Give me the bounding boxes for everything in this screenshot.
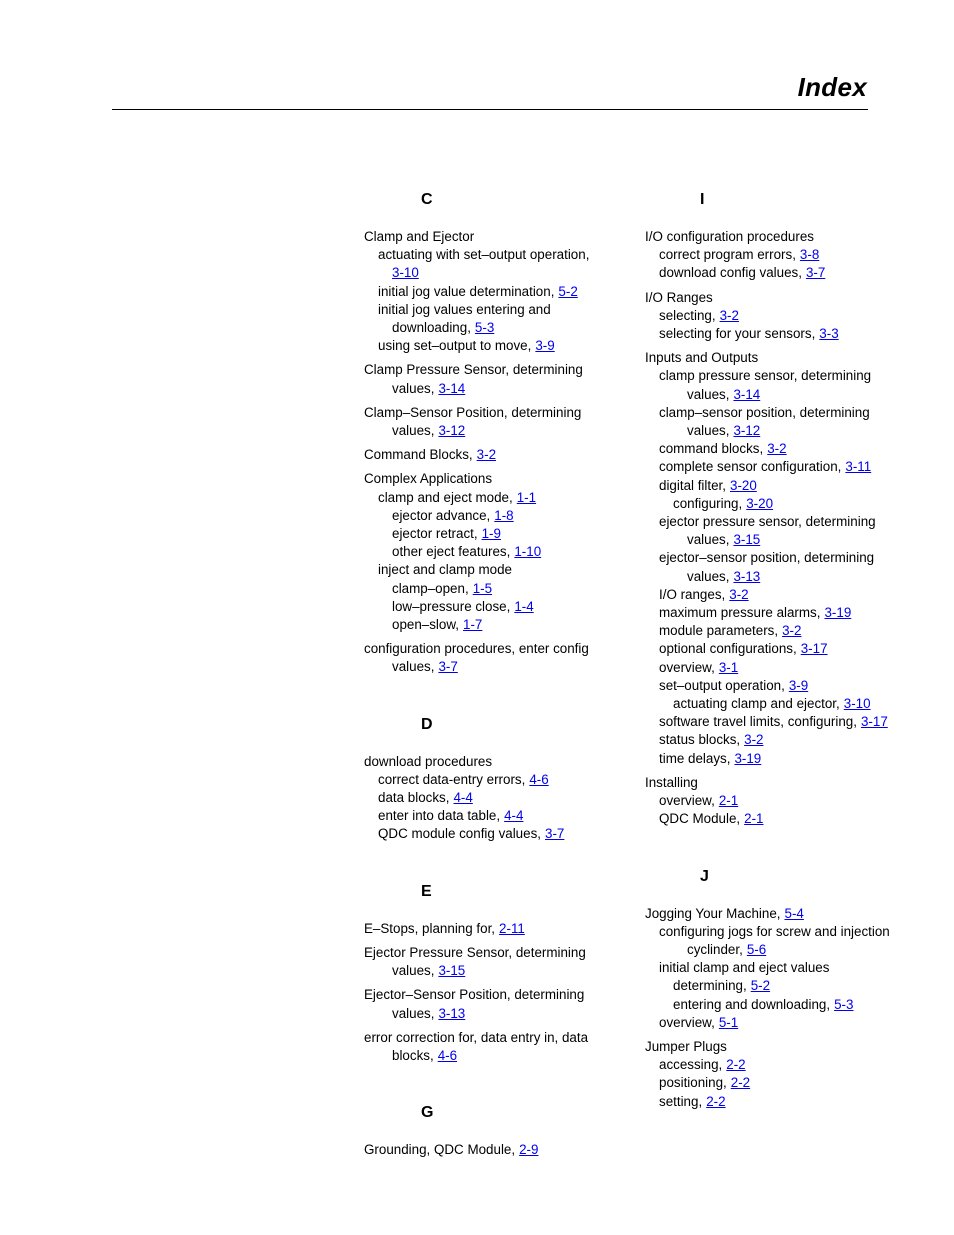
page-reference-link[interactable]: 3-7	[438, 659, 458, 675]
page-reference-link[interactable]: 2-1	[718, 793, 739, 809]
page-title: Index	[797, 72, 867, 102]
index-term: I/O configuration procedures	[645, 229, 814, 244]
index-term: optional configurations,	[659, 641, 797, 657]
index-line	[364, 446, 604, 464]
index-term: download config values,	[659, 265, 802, 281]
section-letter: D	[421, 715, 433, 733]
index-line	[645, 1014, 905, 1032]
index-term: I/O ranges,	[659, 586, 726, 602]
page-reference-link[interactable]: 1-8	[494, 507, 514, 523]
index-entry	[364, 446, 604, 464]
page-reference-link[interactable]: 1-1	[516, 489, 537, 505]
index-line	[364, 658, 604, 676]
index-term: downloading,	[392, 320, 471, 336]
index-term: values,	[392, 380, 435, 396]
index-line	[364, 920, 604, 938]
index-term: entering and downloading,	[673, 996, 831, 1012]
index-entry	[364, 944, 604, 980]
page-reference-link[interactable]: 2-2	[726, 1057, 746, 1073]
index-section	[364, 715, 604, 882]
index-line	[364, 337, 604, 355]
index-line	[645, 640, 905, 658]
index-entry	[645, 289, 905, 344]
index-term: cyclinder,	[687, 941, 743, 957]
index-term: correct data-entry errors,	[378, 771, 526, 787]
index-term: enter into data table,	[378, 808, 501, 824]
index-entry	[364, 986, 604, 1022]
index-column-left	[364, 190, 604, 1165]
index-term: ejector retract,	[392, 526, 478, 542]
index-term: values,	[687, 423, 730, 439]
index-entry	[645, 905, 905, 1032]
section-spacer	[645, 835, 905, 867]
page-reference-link[interactable]: 3-2	[476, 447, 497, 463]
index-line	[364, 228, 604, 246]
page-reference-link[interactable]: 3-9	[535, 338, 555, 354]
index-term: Installing	[645, 774, 698, 790]
index-section	[364, 190, 604, 715]
index-term: Command Blocks,	[364, 447, 473, 463]
index-line	[645, 792, 905, 810]
index-line	[645, 695, 905, 713]
page-reference-link[interactable]: 2-1	[744, 811, 764, 827]
index-term: overview,	[659, 659, 715, 675]
index-term: configuration procedures, enter config	[364, 641, 589, 657]
page-reference-link[interactable]: 1-7	[463, 617, 483, 633]
index-term: download procedures	[364, 753, 493, 769]
index-line	[645, 996, 905, 1014]
section-spacer	[364, 683, 604, 715]
index-term: clamp–sensor position, determining	[659, 404, 870, 420]
page-reference-link[interactable]: 1-9	[481, 526, 501, 542]
index-term: accessing,	[659, 1057, 723, 1073]
index-line	[645, 731, 905, 749]
index-line	[364, 543, 604, 561]
index-term: setting,	[659, 1093, 703, 1109]
section-letter: G	[421, 1104, 434, 1122]
page-reference-link[interactable]: 5-2	[750, 978, 771, 994]
page-reference-link[interactable]: 3-15	[438, 963, 466, 979]
index-term: maximum pressure alarms,	[659, 605, 821, 621]
index-line	[645, 513, 905, 531]
index-term: correct program errors,	[659, 247, 796, 263]
index-line	[364, 944, 604, 962]
index-term: blocks,	[392, 1047, 434, 1063]
index-term: Clamp and Ejector	[364, 229, 475, 244]
index-line	[364, 1141, 604, 1159]
index-term: I/O Ranges	[645, 289, 713, 305]
page-reference-link[interactable]: 5-2	[558, 283, 578, 299]
page-reference-link[interactable]: 3-11	[845, 459, 872, 475]
index-entry	[364, 920, 604, 938]
index-term: configuring jogs for screw and injection	[659, 923, 890, 939]
section-letter: I	[700, 191, 705, 208]
page-reference-link[interactable]: 2-2	[730, 1075, 751, 1091]
page-reference-link[interactable]: 5-3	[474, 320, 495, 336]
index-line	[645, 549, 905, 567]
page-reference-link[interactable]: 3-19	[734, 750, 762, 766]
index-term: command blocks,	[659, 441, 764, 457]
index-term: ejector advance,	[392, 507, 491, 523]
page-reference-link[interactable]: 3-2	[744, 732, 764, 748]
index-term: determining,	[673, 978, 747, 994]
index-term: selecting,	[659, 307, 716, 323]
index-term: values,	[687, 568, 730, 584]
index-term: Ejector–Sensor Position, determining	[364, 987, 585, 1003]
index-line	[364, 319, 604, 337]
page-reference-link[interactable]: 3-13	[733, 568, 761, 584]
index-line	[364, 1047, 604, 1065]
index-entry	[364, 404, 604, 440]
index-section	[364, 882, 604, 1103]
index-term: software travel limits, configuring,	[659, 714, 857, 730]
section-letter: E	[421, 882, 432, 900]
page-reference-link[interactable]: 3-8	[799, 247, 820, 263]
index-line	[364, 1029, 604, 1047]
page-reference-link[interactable]: 2-11	[499, 920, 525, 936]
index-line	[645, 1038, 905, 1056]
page-reference-link[interactable]: 3-15	[733, 532, 761, 548]
index-line	[645, 923, 905, 941]
page-reference-link[interactable]: 4-4	[453, 790, 473, 806]
index-term: overview,	[659, 793, 715, 809]
index-section	[645, 190, 905, 867]
page-reference-link[interactable]: 3-20	[746, 495, 774, 511]
index-line	[645, 477, 905, 495]
page-reference-link[interactable]: 1-10	[514, 544, 542, 560]
page-reference-link[interactable]: 4-6	[529, 771, 549, 787]
index-section	[364, 1103, 604, 1159]
page-reference-link[interactable]: 1-5	[472, 580, 493, 596]
index-term: Clamp–Sensor Position, determining	[364, 404, 582, 420]
index-line	[364, 598, 604, 616]
index-entry	[364, 470, 604, 634]
index-term: open–slow,	[392, 617, 460, 633]
index-line	[364, 489, 604, 507]
index-term: E–Stops, planning for,	[364, 920, 496, 936]
page-reference-link[interactable]: 3-2	[719, 307, 739, 323]
index-line	[645, 228, 905, 246]
index-term: low–pressure close,	[392, 598, 511, 614]
index-line	[645, 604, 905, 622]
index-line	[645, 1074, 905, 1092]
page-reference-link[interactable]: 5-1	[718, 1014, 739, 1030]
index-line	[364, 283, 604, 301]
index-line	[645, 977, 905, 995]
index-term: Complex Applications	[364, 471, 493, 487]
index-entry	[364, 753, 604, 844]
index-term: set–output operation,	[659, 677, 785, 693]
page-reference-link[interactable]: 3-9	[788, 677, 809, 693]
index-line	[364, 301, 604, 319]
index-term: Inputs and Outputs	[645, 350, 759, 366]
index-line	[645, 941, 905, 959]
index-entry	[364, 361, 604, 397]
index-line	[364, 246, 604, 264]
index-entry	[645, 1038, 905, 1111]
index-term: actuating with set–output operation,	[378, 247, 590, 263]
section-spacer	[364, 1071, 604, 1103]
index-line	[364, 580, 604, 598]
index-line	[645, 307, 905, 325]
index-line	[645, 713, 905, 731]
index-term: values,	[392, 423, 435, 439]
index-line	[364, 404, 604, 422]
index-line	[364, 1005, 604, 1023]
index-line	[645, 1093, 905, 1111]
index-line	[364, 640, 604, 658]
index-line	[364, 789, 604, 807]
index-term: Grounding, QDC Module,	[364, 1142, 516, 1158]
index-term: Clamp Pressure Sensor, determining	[364, 362, 583, 378]
index-term: clamp and eject mode,	[378, 489, 513, 505]
page-reference-link[interactable]: 3-20	[730, 477, 757, 493]
index-line	[364, 753, 604, 771]
page-reference-link[interactable]: 3-17	[860, 714, 888, 730]
page-reference-link[interactable]: 5-6	[746, 941, 767, 957]
page-reference-link[interactable]: 3-10	[392, 265, 419, 281]
index-term: values,	[392, 1005, 435, 1021]
index-line	[645, 458, 905, 476]
index-entry	[645, 774, 905, 829]
page-reference-link[interactable]: 3-13	[438, 1005, 466, 1021]
index-entry	[645, 349, 905, 768]
index-term: actuating clamp and ejector,	[673, 696, 840, 712]
page-reference-link[interactable]: 3-1	[718, 659, 739, 675]
page-reference-link[interactable]: 3-14	[733, 386, 761, 402]
index-line	[645, 531, 905, 549]
index-line	[645, 404, 905, 422]
index-line	[364, 470, 604, 488]
index-term: Jogging Your Machine,	[645, 905, 781, 921]
page-reference-link[interactable]: 3-2	[729, 586, 749, 602]
index-term: overview,	[659, 1014, 715, 1030]
index-line	[364, 422, 604, 440]
index-line	[364, 771, 604, 789]
page-reference-link[interactable]: 5-4	[784, 905, 804, 921]
index-line	[645, 495, 905, 513]
page-reference-link[interactable]: 3-19	[824, 605, 852, 621]
index-line	[645, 289, 905, 307]
page-reference-link[interactable]: 4-4	[504, 808, 524, 824]
index-term: Jumper Plugs	[645, 1038, 727, 1054]
index-line	[645, 659, 905, 677]
index-term: clamp pressure sensor, determining	[659, 368, 872, 384]
index-entry	[364, 1029, 604, 1065]
index-line	[364, 525, 604, 543]
page-reference-link[interactable]: 3-2	[782, 623, 802, 639]
index-line	[645, 422, 905, 440]
index-term: initial clamp and eject values	[659, 960, 830, 976]
index-line	[645, 774, 905, 792]
index-line	[364, 616, 604, 634]
page-reference-link[interactable]: 3-14	[438, 380, 466, 396]
index-line	[645, 810, 905, 828]
index-term: complete sensor configuration,	[659, 459, 842, 475]
index-term: data blocks,	[378, 790, 450, 806]
index-term: module parameters,	[659, 623, 779, 639]
index-term: values,	[687, 386, 730, 402]
index-term: digital filter,	[659, 477, 726, 493]
index-entry	[364, 640, 604, 676]
page-reference-link[interactable]: 3-17	[800, 641, 828, 657]
index-term: error correction for, data entry in, data	[364, 1029, 589, 1045]
index-line	[645, 905, 905, 923]
index-line	[645, 959, 905, 977]
header-rule	[112, 109, 868, 110]
index-term: status blocks,	[659, 732, 741, 748]
index-entry	[645, 228, 905, 283]
index-line	[645, 568, 905, 586]
index-term: inject and clamp mode	[378, 562, 512, 578]
index-line	[645, 264, 905, 282]
section-letter: C	[421, 191, 433, 208]
index-line	[364, 380, 604, 398]
page-reference-link[interactable]: 5-3	[834, 996, 854, 1012]
index-term: values,	[392, 963, 435, 979]
page-reference-link[interactable]: 2-2	[706, 1093, 726, 1109]
index-term: initial jog values entering and	[378, 301, 551, 317]
page-reference-link[interactable]: 3-3	[819, 326, 839, 342]
page-reference-link[interactable]: 3-12	[438, 423, 466, 439]
index-line	[364, 264, 604, 282]
index-term: values,	[392, 659, 435, 675]
index-entry	[364, 228, 604, 355]
index-line	[645, 1056, 905, 1074]
index-line	[645, 586, 905, 604]
index-term: initial jog value determination,	[378, 283, 555, 299]
index-line	[645, 386, 905, 404]
page-reference-link[interactable]: 1-4	[514, 598, 534, 614]
index-line	[645, 750, 905, 768]
index-line	[364, 561, 604, 579]
index-line	[364, 507, 604, 525]
index-section	[645, 867, 905, 1111]
index-term: QDC module config values,	[378, 826, 541, 842]
index-column-right	[645, 190, 905, 1117]
index-entry	[364, 1141, 604, 1159]
index-term: using set–output to move,	[378, 338, 532, 354]
index-line	[364, 825, 604, 843]
index-line	[364, 962, 604, 980]
page-reference-link[interactable]: 4-6	[437, 1047, 458, 1063]
index-line	[364, 361, 604, 379]
index-term: other eject features,	[392, 544, 511, 560]
index-term: clamp–open,	[392, 580, 469, 596]
section-letter: J	[700, 867, 709, 885]
index-line	[364, 986, 604, 1004]
index-line	[645, 440, 905, 458]
index-term: selecting for your sensors,	[659, 326, 816, 342]
index-term: values,	[687, 532, 730, 548]
index-line	[645, 246, 905, 264]
page-reference-link[interactable]: 3-7	[805, 265, 826, 281]
index-line	[645, 349, 905, 367]
index-line	[645, 367, 905, 385]
section-spacer	[364, 850, 604, 882]
index-term: QDC Module,	[659, 811, 741, 827]
page-reference-link[interactable]: 3-10	[843, 696, 871, 712]
page-reference-link[interactable]: 3-7	[545, 826, 565, 842]
page-reference-link[interactable]: 3-12	[733, 423, 761, 439]
index-line	[645, 677, 905, 695]
index-term: time delays,	[659, 750, 731, 766]
index-term: configuring,	[673, 495, 743, 511]
index-line	[645, 622, 905, 640]
index-line	[364, 807, 604, 825]
page-reference-link[interactable]: 2-9	[519, 1142, 539, 1158]
index-term: positioning,	[659, 1075, 727, 1091]
index-term: ejector–sensor position, determining	[659, 550, 875, 566]
page-reference-link[interactable]: 3-2	[767, 441, 787, 457]
index-term: ejector pressure sensor, determining	[659, 514, 876, 530]
index-line	[645, 325, 905, 343]
index-term: Ejector Pressure Sensor, determining	[364, 944, 586, 960]
